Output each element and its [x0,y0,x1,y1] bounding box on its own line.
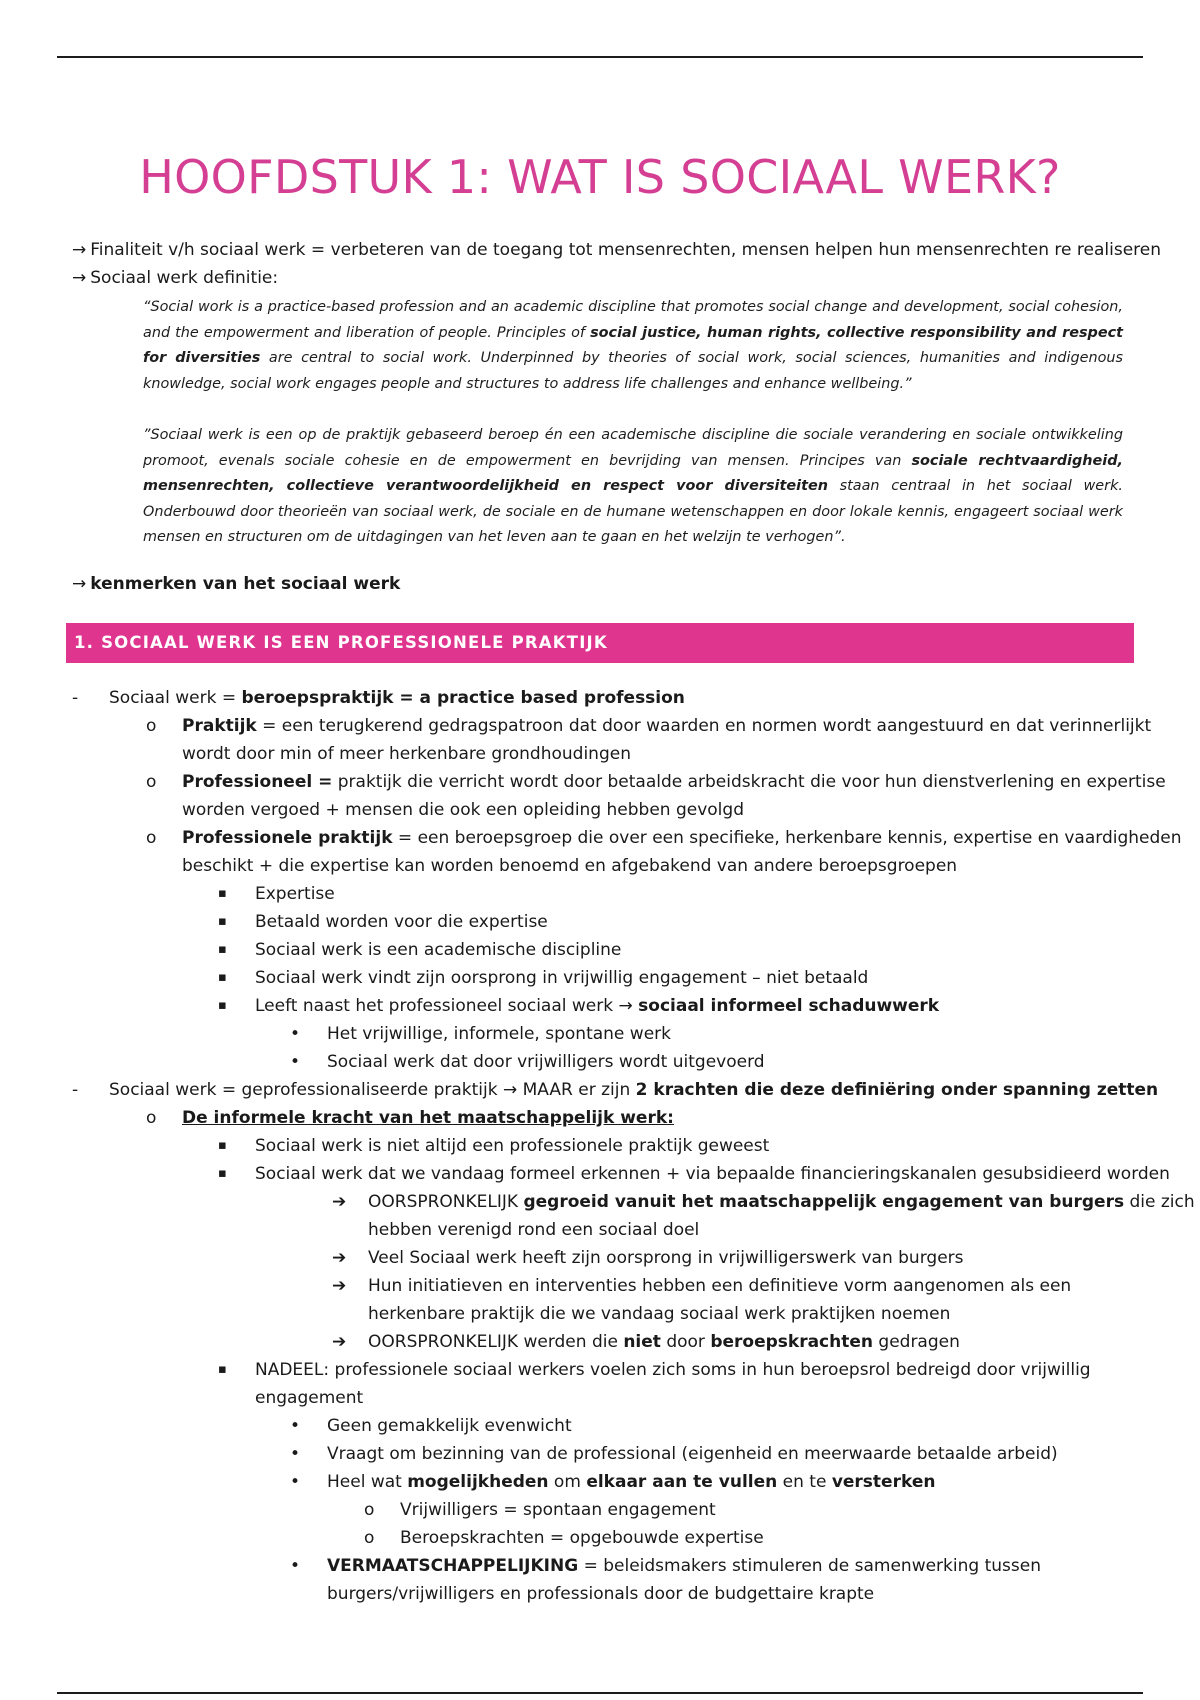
outline-line [368,1190,1195,1214]
intro-line-finaliteit [72,240,1161,260]
outline-line [182,714,1151,738]
outline-line [255,1134,769,1158]
dot-bullet-icon: • [290,1472,301,1492]
text-run: gedragen [873,1332,960,1352]
outline-line [327,1050,765,1074]
outline-line [255,938,621,962]
dash-bullet: - [72,688,79,708]
outline-line [109,1078,1158,1102]
outline-line [327,1582,874,1606]
text-run: OORSPRONKELIJK werden die [368,1332,624,1352]
outline-line [182,742,631,766]
outline-line [368,1246,964,1270]
text-run: versterken [831,1472,936,1492]
text-run: Sociaal werk is een academische discipline [255,940,622,960]
arrow-bullet-icon: ➔ [332,1248,347,1268]
dot-bullet-icon: • [290,1416,301,1436]
text-run: De informele kracht van het maatschappelijk werk: [182,1108,674,1128]
text-run: Hun initiatieven en interventies hebben een definitieve vorm aangenomen als een [368,1276,1072,1296]
text-run: beroepspraktijk = a practice based profession [241,688,685,708]
kenmerken-line [72,574,400,594]
text-run: wordt door min of meer herkenbare grondhoudingen [182,744,631,764]
text-run: Vrijwilligers = spontaan engagement [400,1500,716,1520]
text-run: Leeft naast het professioneel sociaal werk → [255,996,639,1016]
square-bullet-icon: ▪ [218,1138,227,1153]
text-run: engagement [255,1388,364,1408]
text-run: Betaald worden voor die expertise [255,912,548,932]
outline-line [182,798,744,822]
text-run: OORSPRONKELIJK [368,1192,524,1212]
text-run: Beroepskrachten = opgebouwde expertise [400,1528,764,1548]
outline-line [255,1386,363,1410]
outline-line [327,1022,671,1046]
text-run: hebben verenigd rond een sociaal doel [368,1220,700,1240]
text-run: worden vergoed + mensen die ook een opleiding hebben gevolgd [182,800,744,820]
outline-line [255,1162,1170,1186]
text-run: niet [623,1332,661,1352]
square-bullet-icon: ▪ [218,942,227,957]
dot-bullet-icon: • [290,1556,301,1576]
text-run: Het vrijwillige, informele, spontane werk [327,1024,671,1044]
text-run: sociaal informeel schaduwwerk [638,996,940,1016]
kenmerken-text: kenmerken van het sociaal werk [90,574,401,594]
arrow-icon: → [72,240,87,260]
text-run: Vraagt om bezinning van de professional (eigenheid en meerwaarde betaalde arbeid) [327,1444,1058,1464]
dot-bullet-icon: • [290,1052,301,1072]
outline-line [255,1358,1091,1382]
outline-line [182,854,957,878]
text-run: mogelijkheden [407,1472,549,1492]
text-run: gegroeid vanuit het maatschappelijk engagement van burgers [523,1192,1125,1212]
text-run: “Social work is a practice-based profession and an academic discipline that promotes social change and development, social cohesion, and the empowerment and liberation of people. Principles of [143,299,1123,341]
arrow-bullet-icon: ➔ [332,1332,347,1352]
text-run: staan centraal in het sociaal werk. Onderbouwd door theorieën van sociaal werk, de sociale en de humane wetenschappen en door lokale kennis, engageert sociaal werk mensen en structuren om de uitdagingen van het leven aan te gaan en het welzijn te verhogen”. [143,478,1123,546]
outline-line [182,770,1166,794]
text-run: Sociaal werk dat we vandaag formeel erkennen + via bepaalde financieringskanalen gesubsidieerd worden [255,1164,1170,1184]
text-run: are central to social work. Underpinned by theories of social work, social sciences, humanities and indigenous knowledge, social work engages people and structures to address life challenges and enhance wellbeing.” [143,350,1123,392]
text-run: Sociaal werk = [109,688,242,708]
outline-line [368,1330,960,1354]
intro-line-definitie [72,268,278,288]
outline-line [368,1218,699,1242]
outline-line [327,1470,935,1494]
dash-bullet: - [72,1080,79,1100]
outline-line [327,1554,1041,1578]
top-rule [57,56,1143,58]
circle-bullet: o [146,828,157,848]
outline-line [182,1106,674,1130]
intro-text: Sociaal werk definitie: [90,268,279,288]
square-bullet-icon: ▪ [218,998,227,1013]
text-run: = een terugkerend gedragspatroon dat door waarden en normen wordt aangestuurd en dat verinnerlijkt [256,716,1152,736]
text-run: beschikt + die expertise kan worden benoemd en afgebakend van andere beroepsgroepen [182,856,958,876]
square-bullet-icon: ▪ [218,1362,227,1377]
text-run: Sociaal werk is niet altijd een professionele praktijk geweest [255,1136,770,1156]
outline-line [182,826,1182,850]
arrow-bullet-icon: ➔ [332,1192,347,1212]
circle-bullet: o [364,1500,375,1520]
text-run: om [548,1472,587,1492]
text-run: die zich [1124,1192,1195,1212]
definition-quote-english [143,295,1123,397]
text-run: Heel wat [327,1472,408,1492]
square-bullet-icon: ▪ [218,970,227,985]
outline-line [368,1274,1071,1298]
text-run: = beleidsmakers stimuleren de samenwerking tussen [578,1556,1041,1576]
circle-bullet: o [146,772,157,792]
text-run: Geen gemakkelijk evenwicht [327,1416,572,1436]
text-run: herkenbare praktijk die we vandaag sociaal werk praktijken noemen [368,1304,951,1324]
text-run: Praktijk [182,716,257,736]
section-heading: 1. SOCIAAL WERK IS EEN PROFESSIONELE PRAKTIJK [74,633,608,652]
text-run: Professioneel = [182,772,333,792]
outline-line [368,1302,950,1326]
text-run: Expertise [255,884,335,904]
text-run: ”Sociaal werk is een op de praktijk gebaseerd beroep én een academische discipline die sociale verandering en sociale ontwikkeling promoot, evenals sociale cohesie en de empowerment en bevrijding van mensen. Principes van [143,427,1123,469]
outline-line [327,1442,1058,1466]
outline-line [255,966,868,990]
outline-line [400,1498,716,1522]
dot-bullet-icon: • [290,1444,301,1464]
outline-line [255,882,335,906]
circle-bullet: o [146,1108,157,1128]
circle-bullet: o [146,716,157,736]
page-title: HOOFDSTUK 1: WAT IS SOCIAAL WERK? [139,150,1061,204]
outline-line [327,1414,572,1438]
text-run: beroepskrachten [710,1332,873,1352]
arrow-bullet-icon: ➔ [332,1276,347,1296]
text-run: Sociaal werk vindt zijn oorsprong in vrijwillig engagement – niet betaald [255,968,869,988]
text-run: = een beroepsgroep die over een specifieke, herkenbare kennis, expertise en vaardigheden [392,828,1182,848]
intro-text: Finaliteit v/h sociaal werk = verbeteren van de toegang tot mensenrechten, mensen helpen hun mensenrechten re realiseren [90,240,1162,260]
text-run: Sociaal werk dat door vrijwilligers wordt uitgevoerd [327,1052,765,1072]
circle-bullet: o [364,1528,375,1548]
text-run: en te [777,1472,832,1492]
text-run: praktijk die verricht wordt door betaalde arbeidskracht die voor hun dienstverlening en expertise [332,772,1166,792]
dot-bullet-icon: • [290,1024,301,1044]
text-run: sociale rechtvaardigheid, mensenrechten, collectieve verantwoordelijkheid en respect voor diversiteiten [143,452,1123,495]
text-run: Veel Sociaal werk heeft zijn oorsprong in vrijwilligerswerk van burgers [368,1248,964,1268]
square-bullet-icon: ▪ [218,914,227,929]
text-run: burgers/vrijwilligers en professionals door de budgettaire krapte [327,1584,875,1604]
text-run: Sociaal werk = geprofessionaliseerde praktijk → MAAR er zijn [109,1080,636,1100]
text-run: 2 krachten die deze definiëring onder spanning zetten [635,1080,1159,1100]
square-bullet-icon: ▪ [218,1166,227,1181]
text-run: VERMAATSCHAPPELIJKING [327,1556,579,1576]
text-run: door [660,1332,711,1352]
outline-line [400,1526,764,1550]
text-run: NADEEL: professionele sociaal werkers voelen zich soms in hun beroepsrol bedreigd door vrijwillig [255,1360,1091,1380]
section-heading-bar [66,623,1134,663]
arrow-icon: → [72,574,87,594]
bottom-rule [57,1692,1143,1694]
outline-line [255,910,548,934]
outline-line [109,686,685,710]
arrow-icon: → [72,268,87,288]
text-run: social justice, human rights, collective responsibility and respect for diversities [143,324,1123,367]
square-bullet-icon: ▪ [218,886,227,901]
definition-quote-dutch [143,423,1123,551]
outline-line [255,994,939,1018]
text-run: elkaar aan te vullen [586,1472,778,1492]
text-run: Professionele praktijk [182,828,393,848]
